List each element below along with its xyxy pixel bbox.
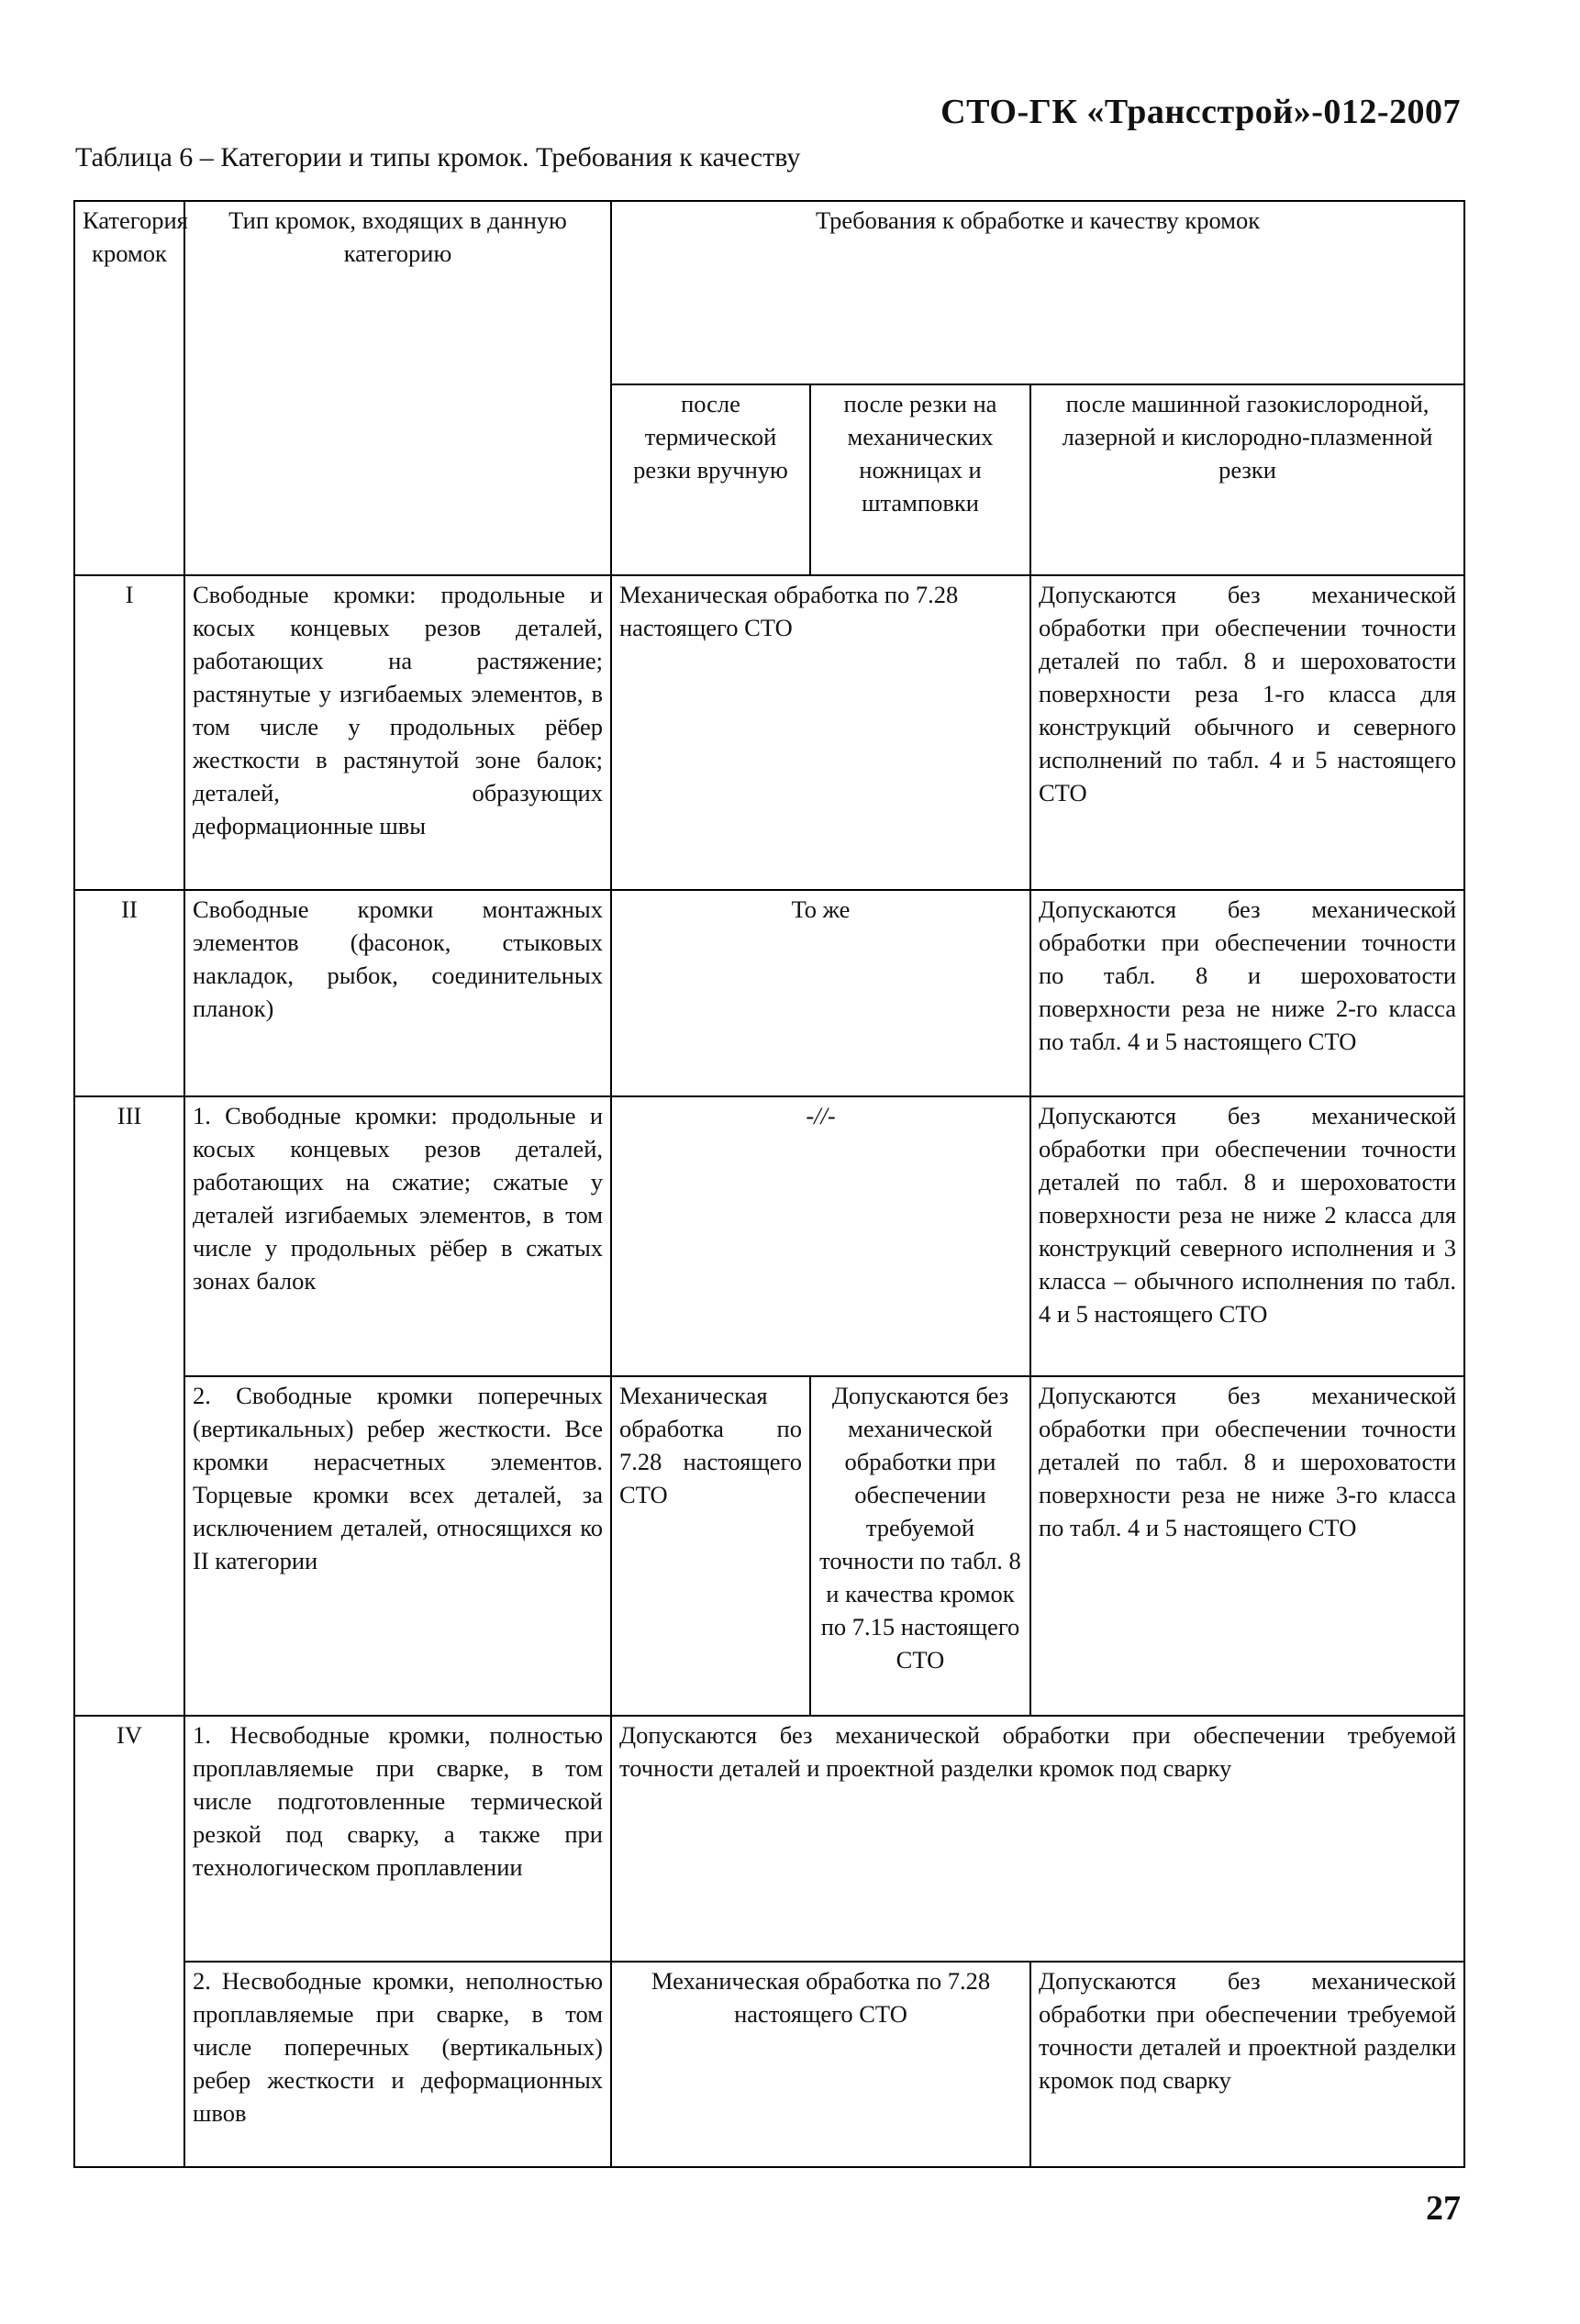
- table-row-category-2: [74, 890, 1464, 1096]
- table-row-category-3-part-2: [74, 1376, 1464, 1716]
- requirement-machine-cell: Допускаются без механической обработки при обеспечении точности деталей по табл. 8 и шероховатости поверхности реза не ниже 2 класса для конструкций северного исполнения и 3 класса – обычного исполнения по табл. 4 и 5 настоящего СТО: [1030, 1096, 1464, 1376]
- requirement-manual-shears-cell: -//-: [611, 1096, 1030, 1376]
- category-cell: IV: [74, 1716, 184, 2167]
- subheader-machine-cut: после машинной газокислородной, лазерной и кислородно-плазменной резки: [1030, 384, 1464, 575]
- requirement-machine-cell: Допускаются без механической обработки при обеспечении точности деталей по табл. 8 и шероховатости поверхности реза 1-го класса для конструкций обычного и северного исполнений по табл. 4 и 5 настоящего СТО: [1030, 575, 1464, 890]
- table-row-category-1: [74, 575, 1464, 890]
- requirement-machine-cell: Допускаются без механической обработки при обеспечении точности деталей по табл. 8 и шероховатости поверхности реза не ниже 3-го класса по табл. 4 и 5 настоящего СТО: [1030, 1376, 1464, 1716]
- requirement-manual-cell: Механическая обработка по 7.28 настоящего СТО: [611, 1376, 810, 1716]
- header-requirements: Требования к обработке и качеству кромок: [611, 201, 1464, 384]
- table-header-row: [74, 201, 1464, 384]
- header-category: Категория кромок: [74, 201, 184, 575]
- requirement-shears-cell: Допускаются без механической обработки при обеспечении требуемой точности по табл. 8 и качества кромок по 7.15 настоящего СТО: [810, 1376, 1030, 1716]
- table-row-category-4-part-2: [74, 1962, 1464, 2167]
- table-row-category-4-part-1: [74, 1716, 1464, 1962]
- edge-type-cell: 1. Свободные кромки: продольные и косых концевых резов деталей, работающих на сжатие; сжатые у деталей изгибаемых элементов, в том числе у продольных рёбер в сжатых зонах балок: [184, 1096, 611, 1376]
- edge-type-cell: Свободные кромки монтажных элементов (фасонок, стыковых накладок, рыбок, соединительных планок): [184, 890, 611, 1096]
- requirement-manual-shears-cell: То же: [611, 890, 1030, 1096]
- subheader-shears-cut: после резки на механических ножницах и штамповки: [810, 384, 1030, 575]
- requirement-machine-cell: Допускаются без механической обработки при обеспечении точности по табл. 8 и шероховатости поверхности реза не ниже 2-го класса по табл. 4 и 5 настоящего СТО: [1030, 890, 1464, 1096]
- category-cell: III: [74, 1096, 184, 1716]
- edge-type-cell: 1. Несвободные кромки, полностью проплавляемые при сварке, в том числе подготовленные термической резкой под сварку, а также при технологическом проплавлении: [184, 1716, 611, 1962]
- edge-type-cell: 2. Несвободные кромки, неполностью проплавляемые при сварке, в том числе поперечных (вертикальных) ребер жесткости и деформационных швов: [184, 1962, 611, 2167]
- subheader-manual-cut: после термической резки вручную: [611, 384, 810, 575]
- table-caption: Таблица 6 – Категории и типы кромок. Требования к качеству: [75, 142, 801, 172]
- header-edge-type: Тип кромок, входящих в данную категорию: [184, 201, 611, 575]
- requirement-machine-cell: Допускаются без механической обработки при обеспечении требуемой точности деталей и проектной разделки кромок под сварку: [1030, 1962, 1464, 2167]
- edge-type-cell: Свободные кромки: продольные и косых концевых резов деталей, работающих на растяжение; растянутые у изгибаемых элементов, в том числе у продольных рёбер жесткости в растянутой зоне балок; деталей, образующих деформационные швы: [184, 575, 611, 890]
- edge-type-cell: 2. Свободные кромки поперечных (вертикальных) ребер жесткости. Все кромки нерасчетных элементов. Торцевые кромки всех деталей, за исключением деталей, относящихся ко II категории: [184, 1376, 611, 1716]
- requirement-all-cell: Допускаются без механической обработки при обеспечении требуемой точности деталей и проектной разделки кромок под сварку: [611, 1716, 1464, 1962]
- edge-categories-table: [73, 200, 1465, 2168]
- document-code: СТО-ГК «Трансстрой»-012-2007: [940, 93, 1461, 131]
- category-cell: I: [74, 575, 184, 890]
- table-row-category-3-part-1: [74, 1096, 1464, 1376]
- requirement-manual-shears-cell: Механическая обработка по 7.28 настоящего СТО: [611, 1962, 1030, 2167]
- category-cell: II: [74, 890, 184, 1096]
- page-number: 27: [1426, 2189, 1461, 2228]
- requirement-manual-shears-cell: Механическая обработка по 7.28 настоящего СТО: [611, 575, 1030, 890]
